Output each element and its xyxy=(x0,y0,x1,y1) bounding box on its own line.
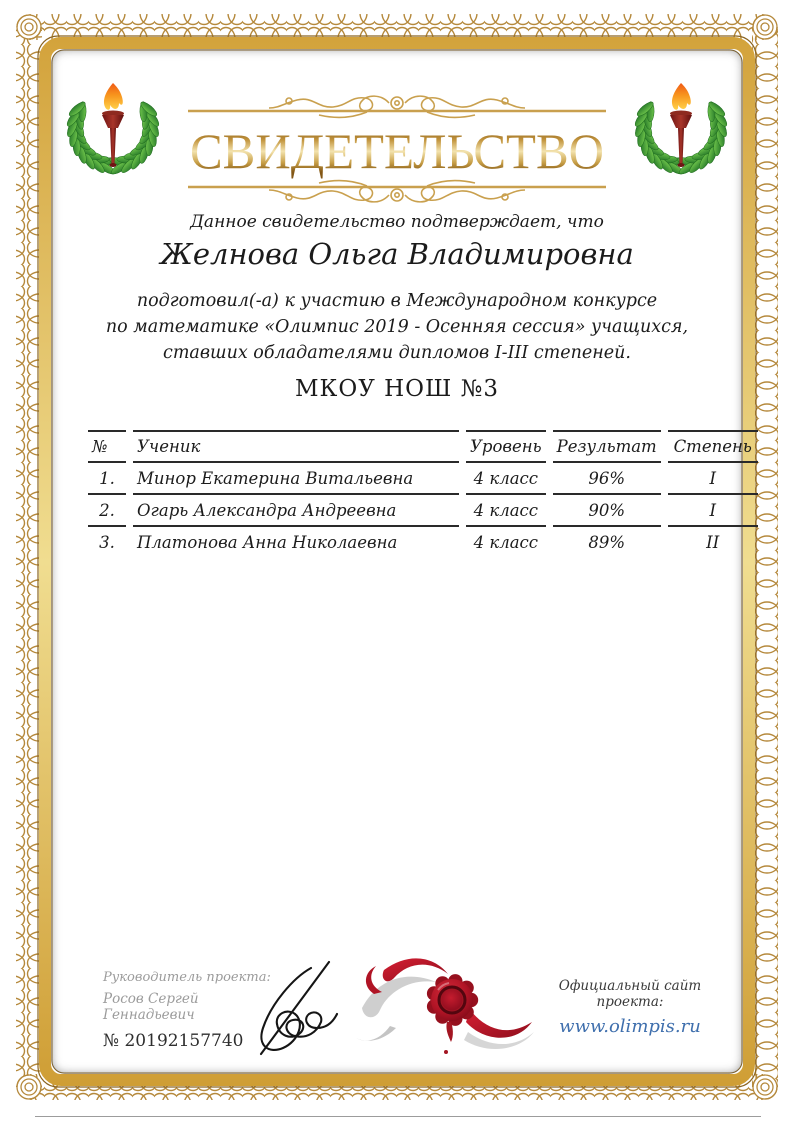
cell-num: 2. xyxy=(88,495,126,527)
cell-result: 90% xyxy=(553,495,661,527)
col-header-result: Результат xyxy=(553,430,661,463)
school-name: МКОУ НОШ №3 xyxy=(294,376,499,402)
cell-num: 1. xyxy=(88,463,126,495)
cell-result: 89% xyxy=(588,532,626,552)
table-row xyxy=(88,527,758,557)
body-line-2: по математике «Олимпис 2019 - Осенняя сессия» учащихся, xyxy=(105,317,689,337)
torch-icon xyxy=(670,83,692,167)
results-table xyxy=(81,430,765,557)
laurel-torch-emblem-left xyxy=(60,78,166,178)
cell-degree: I xyxy=(668,463,758,495)
leader-label: Руководитель проекта: xyxy=(103,970,271,985)
leader-name: Росов Сергей Геннадьевич xyxy=(103,991,199,1023)
site-block xyxy=(540,978,720,1037)
cell-level: 4 класс xyxy=(473,532,539,552)
cell-level: 4 класс xyxy=(466,463,546,495)
col-header-level: Уровень xyxy=(466,430,546,463)
recipient-name: Желнова Ольга Владимировна xyxy=(160,237,634,271)
flourish-top-ornament xyxy=(269,96,525,117)
cell-student: Платонова Анна Николаевна xyxy=(137,532,398,552)
intro-text: Данное свидетельство подтверждает, что xyxy=(190,212,604,232)
table-header-row xyxy=(88,430,758,463)
wax-seal xyxy=(350,948,550,1063)
certificate-number: № 20192157740 xyxy=(103,1031,244,1051)
title-banner xyxy=(182,84,612,210)
signature xyxy=(233,956,363,1056)
cell-student: Минор Екатерина Витальевна xyxy=(133,463,459,495)
body-line-1: подготовил(-а) к участию в Международном конкурсе xyxy=(136,291,658,311)
col-header-num: № xyxy=(88,430,126,463)
cell-level: 4 класс xyxy=(466,495,546,527)
torch-icon xyxy=(102,83,124,167)
cell-result: 96% xyxy=(553,463,661,495)
col-header-student: Ученик xyxy=(133,430,459,463)
col-header-degree: Степень xyxy=(668,430,758,463)
certificate-title: СВИДЕТЕЛЬСТВО xyxy=(190,123,604,179)
cell-degree: II xyxy=(706,532,720,552)
table-row xyxy=(88,463,758,495)
flourish-bottom-ornament xyxy=(269,181,525,202)
table-row xyxy=(88,495,758,527)
body-line-3: ставших обладателями дипломов I-III степеней. xyxy=(163,343,631,363)
site-link[interactable]: www.olimpis.ru xyxy=(559,1016,701,1037)
laurel-torch-emblem-right xyxy=(628,78,734,178)
cell-num: 3. xyxy=(99,532,115,552)
site-label: Официальный сайт проекта: xyxy=(558,978,702,1010)
bottom-rule xyxy=(35,1116,761,1117)
cell-degree: I xyxy=(668,495,758,527)
cell-student: Огарь Александра Андреевна xyxy=(133,495,459,527)
